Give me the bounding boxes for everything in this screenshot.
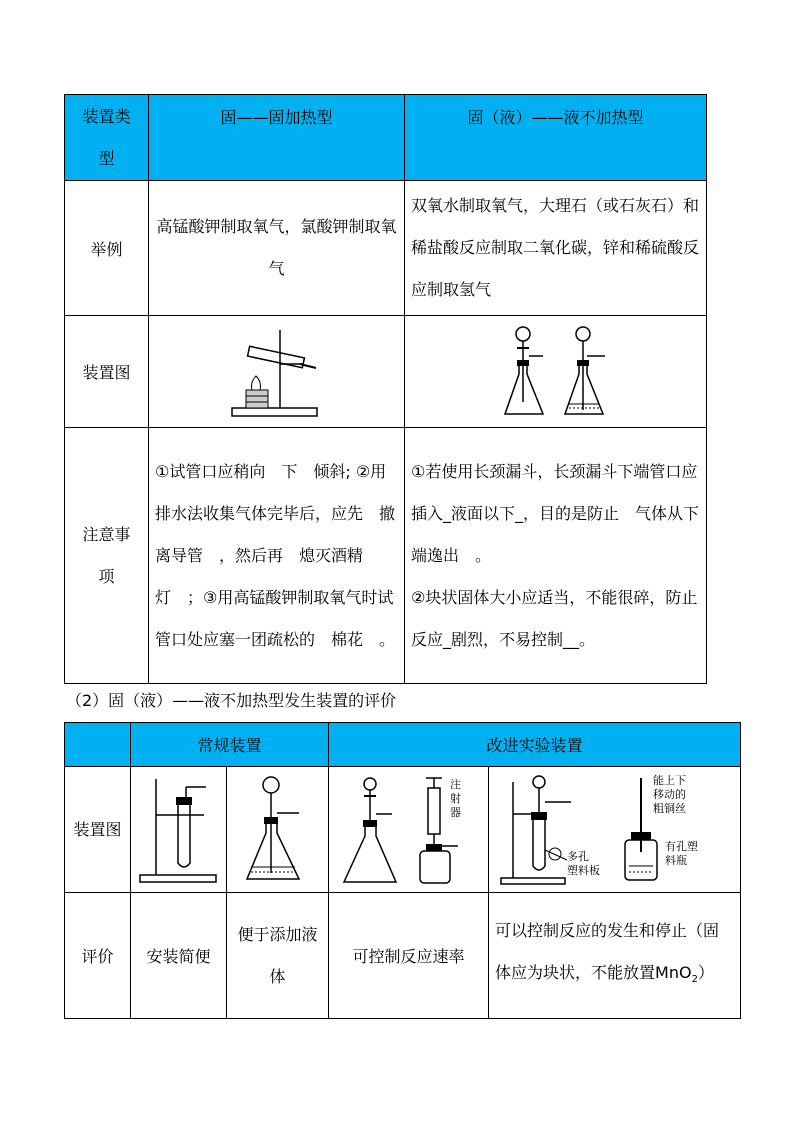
bottle-label-1: 有孔塑 xyxy=(664,839,698,853)
diagram-solid-liquid xyxy=(405,316,707,428)
diagram-solid-solid xyxy=(149,316,405,428)
syringe-label-3: 器 xyxy=(449,805,461,819)
eval-simple-setup: 安装简便 xyxy=(131,893,227,1019)
table2-diagram-row xyxy=(65,767,741,893)
table2-eval-row xyxy=(65,893,741,1019)
porous-plate-label-1: 多孔 xyxy=(566,849,589,863)
syringe-label-2: 射 xyxy=(449,791,461,805)
notes-solid-liquid-1: ①若使用长颈漏斗，长颈漏斗下端管口应插入_液面以下_，目的是防止 气体从下端逸出 。 xyxy=(411,461,700,565)
eval-label: 评价 xyxy=(65,893,131,1019)
copper-wire-label-3: 粗铜丝 xyxy=(652,801,686,815)
controllable-apparatus-icon xyxy=(495,772,735,888)
t2-diagram-long-funnel xyxy=(227,767,329,893)
evaluation-table xyxy=(64,722,741,1019)
porous-plate-label-2: 塑料板 xyxy=(566,863,600,877)
notes-solid-solid: ①试管口应稍向 下 倾斜; ②用排水法收集气体完毕后，应先 撤离导管 ，然后再 熄灭酒精灯 ；③用高锰酸钾制取氧气时试管口处应塞一团疏松的 棉花 。 xyxy=(149,428,405,684)
table1-diagram-row xyxy=(65,316,707,428)
long-neck-funnel-flask-icon xyxy=(233,775,323,885)
eval-control-start-stop xyxy=(489,893,741,1019)
diagram-label: 装置图 xyxy=(65,316,149,428)
table1-example-row xyxy=(65,181,707,316)
notes-solid-liquid xyxy=(405,428,707,684)
heating-apparatus-icon xyxy=(222,326,332,418)
section-caption: （2）固（液）——液不加热型发生装置的评价 xyxy=(66,691,397,710)
table2-header-row xyxy=(65,723,741,767)
example-solid-solid: 高锰酸钾制取氧气，氯酸钾制取氧气 xyxy=(149,181,405,316)
copper-wire-label-1: 能上下 xyxy=(652,773,686,787)
example-label: 举例 xyxy=(65,181,149,316)
header-conventional: 常规装置 xyxy=(131,723,329,767)
header-solid-solid-heating: 固——固加热型 xyxy=(149,95,405,181)
eval-c4-sub: 2 xyxy=(691,974,698,986)
header-empty xyxy=(65,723,131,767)
t2-diagram-controllable xyxy=(489,767,741,893)
table1-header-row xyxy=(65,95,707,181)
t2-diagram-test-tube xyxy=(131,767,227,893)
eval-add-liquid: 便于添加液体 xyxy=(227,893,329,1019)
eval-c4-end: ） xyxy=(697,962,714,982)
syringe-label-1: 注 xyxy=(449,777,461,791)
device-type-table xyxy=(64,94,707,684)
eval-c4-main: 可以控制反应的发生和停止（固体应为块状，不能放置MnO xyxy=(495,920,720,982)
t2-diagram-label: 装置图 xyxy=(65,767,131,893)
eval-control-rate: 可控制反应速率 xyxy=(329,893,489,1019)
copper-wire-label-2: 移动的 xyxy=(652,787,686,801)
t2-diagram-syringe xyxy=(329,767,489,893)
notes-solid-liquid-2: ②块状固体大小应适当，不能很碎，防止反应_剧烈，不易控制__。 xyxy=(411,587,698,649)
table1-notes-row xyxy=(65,428,707,684)
bottle-label-2: 料瓶 xyxy=(664,853,687,867)
example-solid-liquid: 双氧水制取氧气，大理石（或石灰石）和稀盐酸反应制取二氧化碳，锌和稀硫酸反应制取氢气 xyxy=(405,181,707,316)
syringe-flask-icon xyxy=(334,772,484,888)
header-improved: 改进实验装置 xyxy=(329,723,741,767)
flask-apparatus-icon xyxy=(481,324,631,420)
test-tube-stand-icon xyxy=(136,775,222,885)
notes-label: 注意事项 xyxy=(65,428,149,684)
header-device-type: 装置类型 xyxy=(65,95,149,181)
header-solid-liquid-no-heating: 固（液）——液不加热型 xyxy=(405,95,707,181)
